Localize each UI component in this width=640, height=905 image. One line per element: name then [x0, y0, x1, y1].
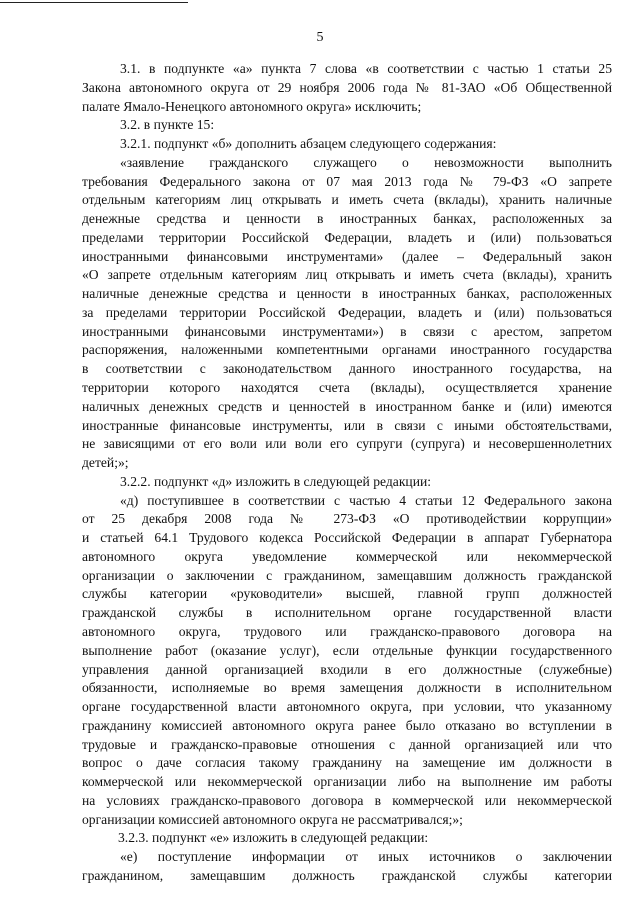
text-line: наличные денежные средства и ценности в иностранных банках, расположенных: [82, 286, 612, 302]
page-number: 5: [316, 30, 324, 45]
text-line: выполнение работ (оказание услуг), если отдельные функции государственного: [82, 642, 612, 658]
text-line: Закона автономного округа от 29 ноября 2006 года № 81-ЗАО «Об Общественной: [82, 79, 612, 95]
document-body: [82, 60, 612, 886]
text-line: не зависящими от его воли или воли его супруги (супруга) и несовершеннолетних: [82, 436, 612, 452]
text-line: «д) поступившее в соответствии с частью 4 статьи 12 Федерального закона: [120, 492, 612, 508]
text-line: в соответствии с законодательством данного иностранного государства, на: [82, 361, 612, 377]
text-line: гражданином, замещавшим должность гражданской службы категории: [82, 867, 612, 883]
text-line: службы категории «руководители» высшей, главной групп должностей: [82, 586, 612, 602]
text-line: организации о заключении с гражданином, замещавшим должность гражданской: [82, 567, 612, 583]
text-line: от 25 декабря 2008 года № 273-ФЗ «О противодействии коррупции»: [82, 511, 612, 527]
text-line: распоряжения, наложенными компетентными органами иностранного государства: [82, 342, 612, 358]
text-line: территории которого находятся счета (вклады), осуществляется хранение: [82, 380, 612, 396]
text-line: 3.2.1. подпункт «б» дополнить абзацем следующего содержания:: [120, 136, 497, 152]
text-line: наличных денежных средств и ценностей в иностранном банке и (или) имеются: [82, 398, 612, 414]
text-line: гражданской службы в исполнительном органе государственной власти: [82, 605, 612, 621]
text-line: организации комиссией автономного округа не рассматривался;»;: [82, 811, 463, 827]
text-line: управления данной организацией входили в его должностные (служебные): [82, 661, 612, 677]
text-line: 3.1. в подпункте «а» пункта 7 слова «в соответствии с частью 1 статьи 25: [120, 61, 612, 76]
text-line: автономного округа уведомление коммерческой или некоммерческой: [82, 548, 612, 564]
text-line: на условиях гражданско-правового договора в коммерческой или некоммерческой: [82, 792, 612, 808]
text-line: 3.2.3. подпункт «е» изложить в следующей редакции:: [118, 830, 429, 846]
top-rule: [0, 2, 188, 3]
text-line: «О запрете отдельным категориям лиц открывать и иметь счета (вклады), хранить: [82, 267, 612, 283]
text-line: детей;»;: [82, 455, 129, 471]
text-line: «е) поступление информации от иных источников о заключении: [120, 849, 612, 865]
text-line: 3.2.2. подпункт «д» изложить в следующей редакции:: [120, 473, 432, 489]
text-line: вопрос о даче согласия такому гражданину на замещение им должности в: [82, 755, 612, 771]
text-line: коммерческой или некоммерческой организации либо на выполнение им работы: [82, 774, 612, 790]
text-line: 3.2. в пункте 15:: [120, 117, 215, 133]
text-line: автономного округа, трудового или гражданско-правового договора на: [82, 623, 612, 639]
text-line: «заявление гражданского служащего о невозможности выполнить: [120, 154, 612, 170]
text-line: гражданину комиссией автономного округа ранее было отказано во вступлении в: [82, 717, 612, 733]
text-line: иностранными финансовыми инструментами» (далее – Федеральный закон: [82, 248, 612, 264]
text-line: отдельным категориям лиц открывать и иметь счета (вклады), хранить наличные: [82, 192, 612, 208]
text-line: требования Федерального закона от 07 мая 2013 года № 79-ФЗ «О запрете: [82, 173, 612, 189]
text-line: трудовые и гражданско-правовые отношения с данной организацией или что: [82, 736, 612, 752]
text-line: иностранные финансовые инструменты, или в связи с иными обстоятельствами,: [82, 417, 612, 433]
text-line: палате Ямало-Ненецкого автономного округа» исключить;: [82, 98, 422, 114]
text-line: пределами территории Российской Федерации, владеть и (или) пользоваться: [82, 229, 612, 245]
text-line: за пределами территории Российской Федерации, владеть и (или) пользоваться: [82, 304, 612, 320]
text-line: иностранными финансовыми инструментами») в связи с арестом, запретом: [82, 323, 612, 339]
text-line: денежные средства и ценности в иностранных банках, расположенных за: [82, 211, 612, 227]
text-line: обязанности, исполняемые во время замещения должности в исполнительном: [82, 680, 612, 696]
text-line: органе государственной власти автономного округа, при условии, что указанному: [82, 699, 612, 715]
text-line: и статьей 64.1 Трудового кодекса Российской Федерации в аппарат Губернатора: [82, 530, 612, 546]
